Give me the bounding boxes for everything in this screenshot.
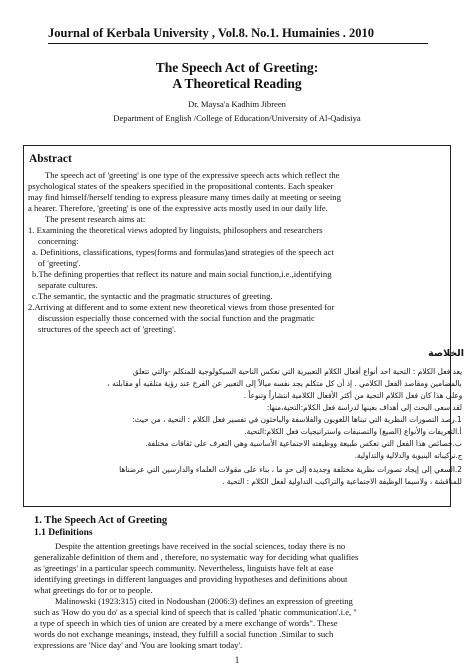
abstract-line: a. Definitions, classifications, types(forms and formulas)and strategies of the speech act — [32, 247, 334, 257]
arabic-line: للمناقشة ، ولاسيما الوظيفة الاجتماعية والتراكيب التداولية لفعل الكلام : التحية . — [222, 477, 462, 486]
body-line: Malinowski (1923:315) cited in Nodoushan (2006:3) defines an expression of greeting — [55, 596, 353, 606]
abstract-line: separate cultures. — [38, 280, 98, 290]
section-heading: 1. The Speech Act of Greeting — [34, 515, 168, 526]
arabic-abstract-heading: الخلاصة — [428, 348, 464, 359]
arabic-line: ب.خصائص هذا الفعل التي تعكس طبيعة ووظيفته الاجتماعية الأساسية وهي التعرف على ثقافات مختلفة. — [145, 439, 462, 448]
body-line: what greetings do for or to people. — [34, 585, 153, 595]
abstract-line: structures of the speech act of 'greeting'. — [38, 324, 176, 334]
abstract-line: b.The defining properties that reflect its nature and main social function,i.e.,identifying — [32, 269, 332, 279]
arabic-line: 2.السعي إلى إيجاد تصورات نظرية مختلفة وجديدة إلى حدٍ ما ، بناء على مقولات العلماء والدارسين التي عرضناها — [119, 465, 462, 474]
body-line: identifying greetings in different languages and providing hypotheses and definitions about — [34, 574, 348, 584]
abstract-line: discussion especially those concerned with the social function and the pragmatic — [38, 313, 315, 323]
journal-header: Journal of Kerbala University , Vol.8. No.1. Humainies . 2010 — [48, 26, 428, 44]
author-affiliation: Department of English /College of Education/University of Al-Qadisiya — [113, 113, 361, 123]
abstract-line: a hearer. Therefore, 'greeting' is one of the expressive acts mostly used in our daily life. — [28, 203, 328, 213]
subsection-heading: 1.1 Definitions — [34, 528, 93, 538]
abstract-line: concerning: — [38, 236, 79, 246]
body-line: generalizable definition of them and , therefore, no systematic way for deciding what qualifies — [34, 552, 359, 562]
body-line: expressions are 'Nice day' and 'You are looking smart today'. — [34, 640, 243, 650]
page-number: 1 — [234, 655, 240, 665]
arabic-line: وعلى هذا كان فعل الكلام التحية من أكثر الأفعال الكلامية انتشاراً وتنوعاً . — [243, 391, 462, 400]
abstract-line: of 'greeting'. — [38, 258, 81, 268]
body-line: as 'greetings' in a particular speech community. Nevertheless, linguists have felt at ease — [34, 563, 334, 573]
arabic-line: أ.التعريفات والأنواع (الصيغ) والتصنيفات واستراتيجيات فعل الكلام:التحية. — [244, 427, 462, 436]
abstract-heading: Abstract — [29, 153, 72, 165]
author-name: Dr. Maysa'a Kadhim Jibreen — [188, 99, 286, 109]
body-line: such as 'How do you do' as a special kind of speech that is called 'phatic communication'.i.e, " — [34, 607, 357, 617]
paper-title-line1: The Speech Act of Greeting: — [155, 60, 319, 75]
arabic-line: بالمضامين ومقاصد الفعل الكلامي . إذ أن كل متكلم يجد نفسه ميالاً إلى التعبير عن الفرح عند رؤية متلقيه أو مقابلته ، — [107, 379, 462, 388]
arabic-line: لقد سعى البحث إلى أهداف بعينها لدراسة فعل الكلام:التحية،منها: — [266, 403, 462, 412]
paper-title-line2: A Theoretical Reading — [172, 76, 302, 91]
arabic-line: يعد فعل الكلام : التحية احد أنواع أفعال الكلام التعبيرية التي تعكس الناحية السيكولوجية للمتكلم -والتي تتعلق — [132, 367, 462, 376]
abstract-line: 1. Examining the theoretical views adopted by linguists, philosophers and researchers — [28, 225, 323, 235]
abstract-line: The speech act of 'greeting' is one type of the expressive speech acts which reflect the — [45, 170, 340, 180]
abstract-line: The present research aims at: — [45, 214, 146, 224]
body-line: Despite the attention greetings have received in the social sciences, today there is no — [55, 541, 346, 551]
abstract-line: c.The semantic, the syntactic and the pragmatic structures of greeting. — [32, 291, 273, 301]
body-line: a type of speech in which ties of union are created by a mere exchange of words". These — [34, 618, 338, 628]
arabic-line: ج.تركيباته البنيوية والدلالية والتداولية. — [354, 451, 462, 460]
arabic-line: 1.رصد التصورات النظرية التي تبناها اللغويون والفلاسفة والباحثون في تفسير فعل الكلام : التحية ، من حيث: — [132, 415, 462, 424]
abstract-line: may find himself/herself tending to express pleasure many times daily at meeting or seeing — [28, 192, 341, 202]
abstract-line: psychological states of the speakers specified in the propositional contents. Each speaker — [28, 181, 334, 191]
abstract-line: 2.Arriving at different and to some extent new theoretical views from those presented for — [28, 302, 335, 312]
body-line: words do not exchange meanings, instead, they fulfill a social function .Similar to such — [34, 629, 334, 639]
